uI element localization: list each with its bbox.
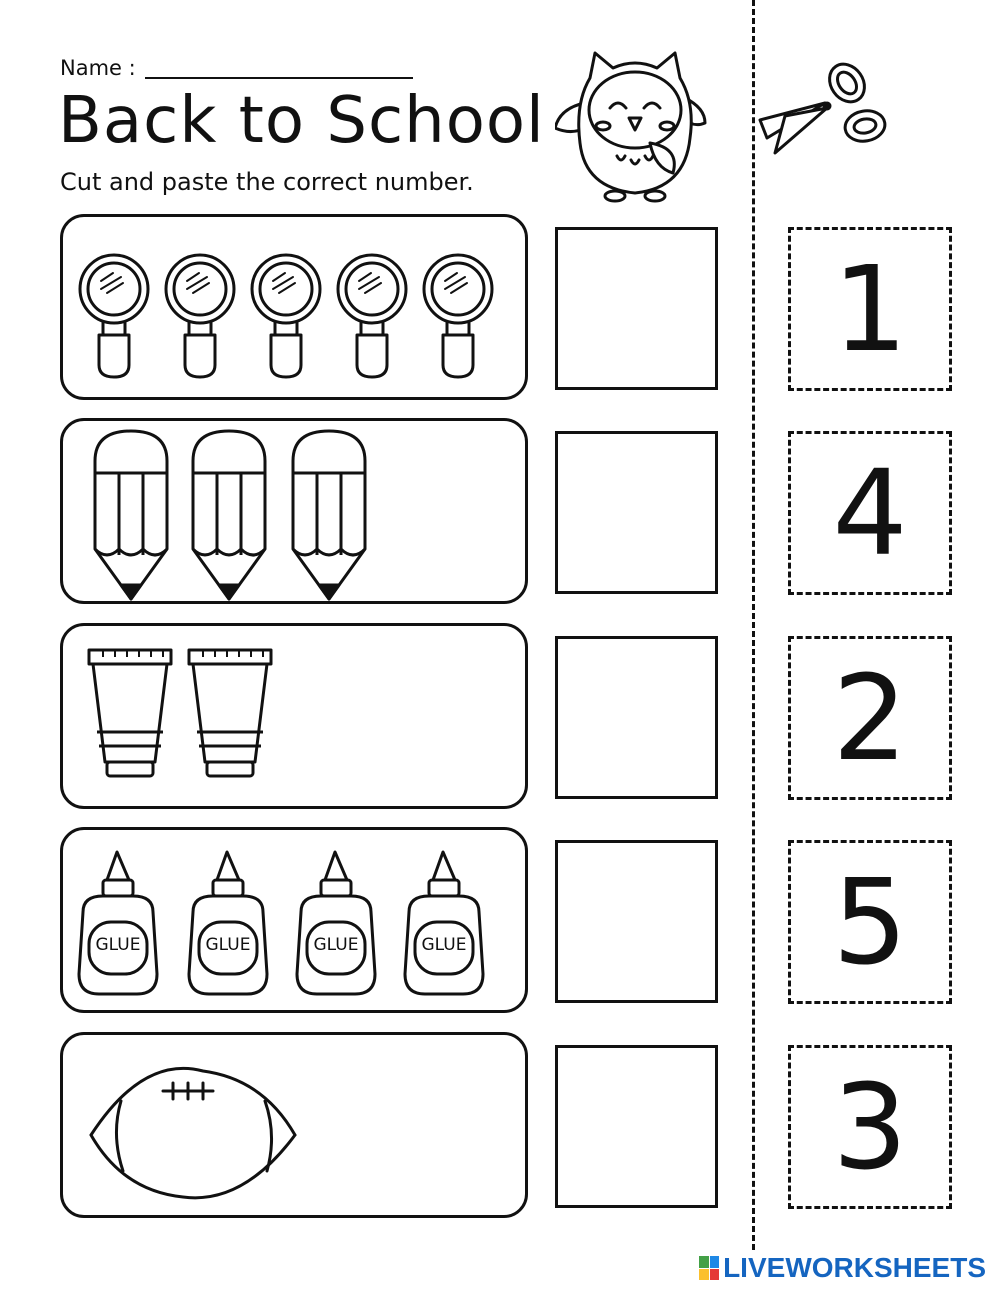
answer-box-2[interactable] — [555, 431, 718, 594]
scissors-icon — [755, 58, 890, 163]
answer-box-3[interactable] — [555, 636, 718, 799]
glue-bottle-icon — [405, 852, 483, 994]
magnifying-glass-icon — [80, 255, 148, 377]
number-card-3[interactable]: 2 — [788, 636, 952, 800]
svg-text:GLUE: GLUE — [313, 935, 359, 955]
name-field[interactable] — [145, 77, 413, 79]
glue-bottle-icon — [297, 852, 375, 994]
svg-text:GLUE: GLUE — [421, 935, 467, 955]
svg-text:GLUE: GLUE — [205, 935, 251, 955]
number-card-5[interactable]: 3 — [788, 1045, 952, 1209]
picture-panel-3 — [60, 623, 528, 809]
pencil-icon — [293, 431, 365, 599]
football-icon — [91, 1068, 295, 1197]
page-title: Back to School — [58, 84, 545, 158]
picture-panel-4 — [60, 827, 528, 1013]
name-label: Name : — [60, 56, 136, 80]
paint-tube-icon — [89, 650, 171, 776]
magnifying-glass-icon — [338, 255, 406, 377]
instructions: Cut and paste the correct number. — [60, 168, 474, 196]
magnifying-glass-icon — [252, 255, 320, 377]
number-card-1[interactable]: 1 — [788, 227, 952, 391]
cut-line — [752, 0, 755, 1250]
number-card-4[interactable]: 5 — [788, 840, 952, 1004]
answer-box-5[interactable] — [555, 1045, 718, 1208]
magnifying-glass-icon — [424, 255, 492, 377]
glue-bottle-icon — [79, 852, 157, 994]
glue-bottle-icon — [189, 852, 267, 994]
number-card-2[interactable]: 4 — [788, 431, 952, 595]
picture-panel-1 — [60, 214, 528, 400]
picture-panel-2 — [60, 418, 528, 604]
pencil-icon — [95, 431, 167, 599]
picture-panel-5 — [60, 1032, 528, 1218]
paint-tube-icon — [189, 650, 271, 776]
answer-box-4[interactable] — [555, 840, 718, 1003]
owl-icon — [555, 48, 715, 208]
liveworksheets-brand — [699, 1252, 986, 1284]
liveworksheets-logo-icon — [699, 1256, 719, 1280]
pencil-icon — [193, 431, 265, 599]
svg-text:GLUE: GLUE — [95, 935, 141, 955]
magnifying-glass-icon — [166, 255, 234, 377]
brand-text: LIVEWORKSHEETS — [723, 1252, 986, 1283]
answer-box-1[interactable] — [555, 227, 718, 390]
